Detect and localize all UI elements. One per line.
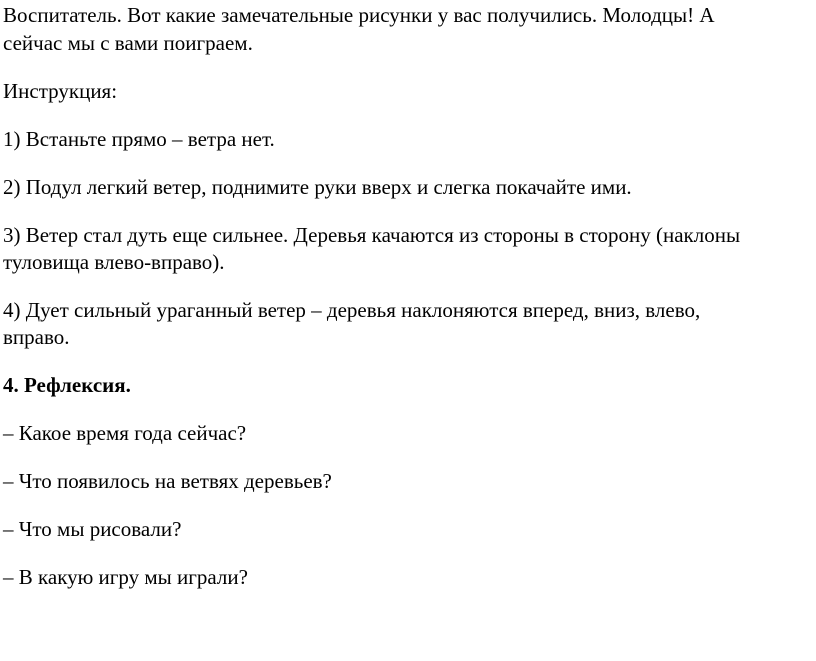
- intro-line-2: сейчас мы с вами поиграем.: [3, 31, 253, 55]
- intro-line-1: Воспитатель. Вот какие замечательные рисунки у вас получились. Молодцы! А: [3, 3, 715, 27]
- section-heading: 4. Рефлексия.: [3, 373, 131, 397]
- step-3-line-2: туловища влево-вправо).: [3, 250, 225, 274]
- step-4-line-2: вправо.: [3, 325, 70, 349]
- question-2: – Что появилось на ветвях деревьев?: [3, 469, 332, 493]
- question-1: – Какое время года сейчас?: [3, 421, 247, 445]
- step-1: 1) Встаньте прямо – ветра нет.: [3, 127, 275, 151]
- instruction-heading: Инструкция:: [3, 79, 118, 103]
- question-3: – Что мы рисовали?: [3, 517, 182, 541]
- step-3-line-1: 3) Ветер стал дуть еще сильнее. Деревья качаются из стороны в сторону (наклоны: [3, 223, 741, 247]
- step-4-line-1: 4) Дует сильный ураганный ветер – деревья наклоняются вперед, вниз, влево,: [3, 298, 701, 322]
- question-4: – В какую игру мы играли?: [3, 565, 248, 589]
- step-2: 2) Подул легкий ветер, поднимите руки вверх и слегка покачайте ими.: [3, 175, 632, 199]
